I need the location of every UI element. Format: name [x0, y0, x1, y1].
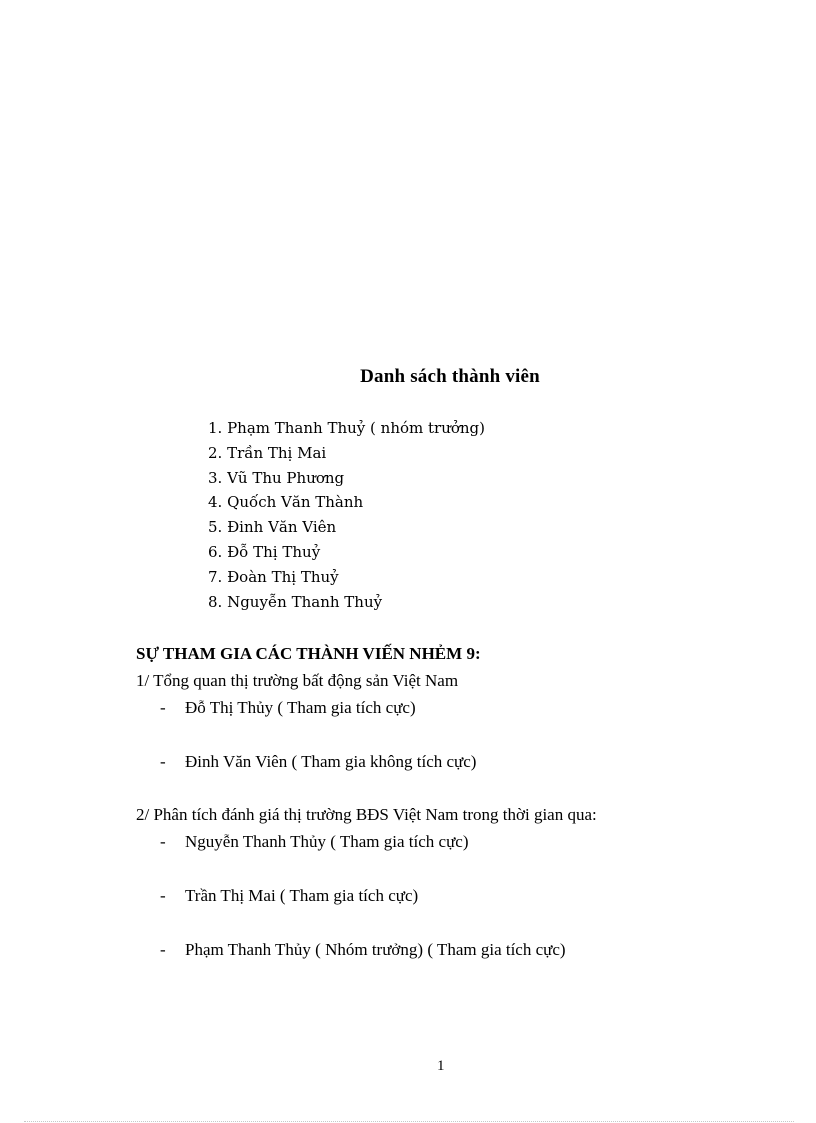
- list-item: 6. Đỗ Thị Thuỷ: [208, 542, 321, 561]
- section-title: 2/ Phân tích đánh giá thị trường BĐS Việt Nam trong thời gian qua:: [136, 805, 597, 824]
- dash-marker: -: [160, 940, 166, 959]
- list-item: 8. Nguyễn Thanh Thuỷ: [208, 592, 383, 611]
- page-bottom-rule: [24, 1121, 794, 1122]
- dash-marker: -: [160, 886, 166, 905]
- list-item: [160, 832, 469, 852]
- list-item: 3. Vũ Thu Phương: [208, 468, 345, 487]
- list-item: 7. Đoàn Thị Thuỷ: [208, 567, 339, 586]
- participant-entry: Phạm Thanh Thủy ( Nhóm trưởng) ( Tham gia tích cực): [185, 940, 566, 959]
- list-item: [160, 698, 416, 718]
- list-item: 2. Trần Thị Mai: [208, 443, 327, 462]
- list-item: 1. Phạm Thanh Thuỷ ( nhóm trưởng): [208, 419, 486, 437]
- member-list: [208, 416, 485, 614]
- participant-entry: Trần Thị Mai ( Tham gia tích cực): [185, 886, 419, 905]
- list-item: [160, 886, 418, 906]
- dash-marker: -: [160, 832, 166, 851]
- page-title: Danh sách thành viên: [360, 366, 540, 387]
- participant-entry: Đinh Văn Viên ( Tham gia không tích cực): [185, 752, 477, 771]
- list-item: [160, 940, 566, 960]
- participant-entry: Nguyễn Thanh Thủy ( Tham gia tích cực): [185, 832, 469, 851]
- list-item: [160, 752, 476, 772]
- participation-heading: SỰ THAM GIA CÁC THÀNH VIẾN NHẺM 9:: [136, 644, 481, 663]
- list-item: 5. Đinh Văn Viên: [208, 518, 337, 537]
- participant-entry: Đỗ Thị Thủy ( Tham gia tích cực): [185, 698, 416, 717]
- dash-marker: -: [160, 698, 166, 717]
- page-number: 1: [437, 1058, 445, 1074]
- dash-marker: -: [160, 752, 166, 771]
- section-title: 1/ Tổng quan thị trường bất động sản Việt Nam: [136, 671, 459, 690]
- list-item: 4. Quốch Văn Thành: [208, 493, 364, 512]
